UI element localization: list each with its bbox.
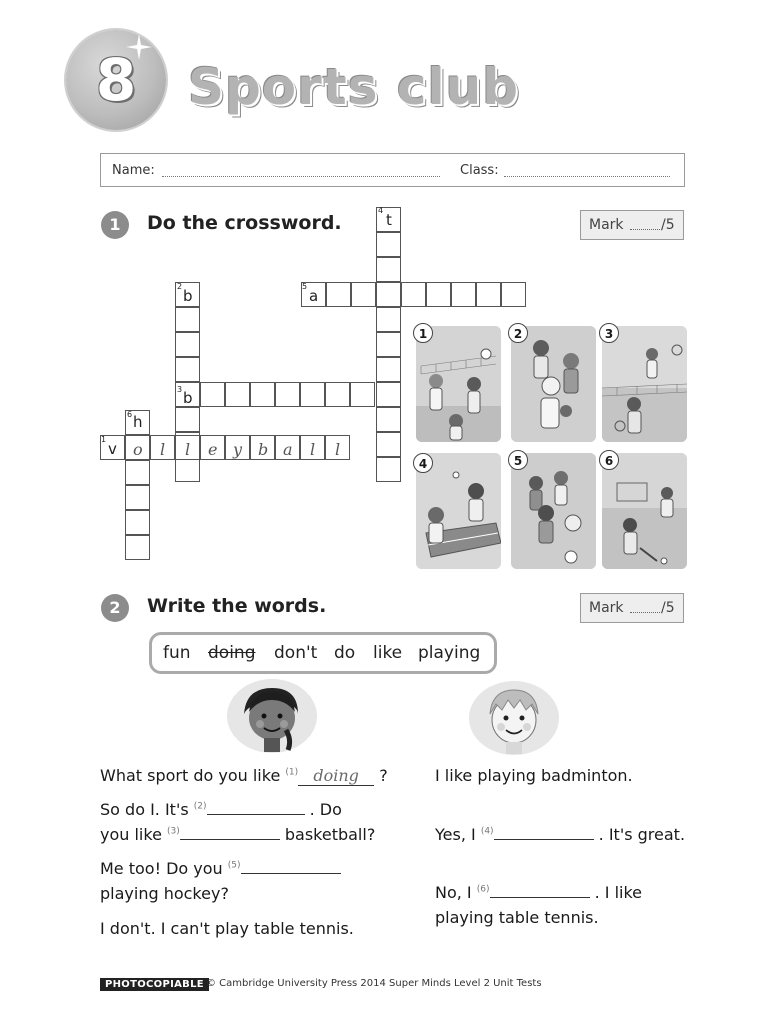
dialogue-line: playing hockey? (100, 884, 229, 903)
crossword-cell[interactable] (200, 382, 225, 407)
crossword-cell[interactable] (350, 382, 375, 407)
picture-number: 2 (508, 323, 528, 343)
crossword-cell[interactable] (300, 382, 325, 407)
q2b-text: you like (100, 825, 162, 844)
photocopiable-badge: PHOTOCOPIABLE (100, 978, 209, 991)
crossword-cell[interactable] (376, 307, 401, 332)
picture-number: 4 (413, 453, 433, 473)
given-letter: h (133, 413, 143, 431)
answer-gap-3[interactable] (180, 827, 280, 840)
example-letter: l (185, 440, 191, 459)
gap-number: (5) (227, 860, 241, 871)
unit-number: 8 (95, 46, 137, 114)
word-bank-item: don't (274, 643, 318, 663)
class-field[interactable] (504, 176, 670, 177)
example-letter: b (258, 440, 269, 459)
dialogue-line (100, 825, 375, 844)
given-letter: b (183, 389, 193, 407)
name-field[interactable] (162, 176, 440, 177)
example-letter: l (335, 440, 341, 459)
girl-avatar (226, 678, 318, 754)
crossword-cell[interactable] (326, 282, 351, 307)
example-letter: y (233, 440, 243, 459)
word-bank-item: playing (418, 643, 481, 663)
crossword-cell[interactable] (175, 332, 200, 357)
word-bank-item: like (373, 643, 403, 663)
dialogue-line (435, 825, 685, 844)
q1-text: What sport do you like (100, 766, 281, 785)
dialogue-line (435, 883, 642, 902)
given-letter: b (183, 287, 193, 305)
sport-picture-volleyball (416, 326, 501, 442)
crossword-cell[interactable] (376, 457, 401, 482)
example-letter: o (133, 440, 143, 459)
dialogue-line (100, 766, 388, 786)
gap-number: (6) (476, 884, 490, 895)
crossword-cell[interactable] (175, 457, 200, 482)
crossword-cell[interactable] (351, 282, 376, 307)
given-letter: t (386, 211, 392, 229)
clue-number-6: 6 (127, 410, 133, 419)
name-label: Name: (112, 163, 155, 178)
football-illustration (511, 453, 596, 569)
clue-number-3: 3 (177, 385, 183, 394)
crossword-cell[interactable] (376, 257, 401, 282)
q2a-end: . Do (309, 800, 342, 819)
hockey-illustration (602, 453, 687, 569)
q3a-text: Me too! Do you (100, 859, 223, 878)
word-bank-item: fun (163, 643, 191, 663)
dialogue-line (100, 859, 341, 878)
q2a-text: So do I. It's (100, 800, 189, 819)
sport-picture-football (511, 453, 596, 569)
crossword-cell[interactable] (476, 282, 501, 307)
gap-number: (4) (480, 826, 494, 837)
basketball-illustration (511, 326, 596, 442)
crossword-cell[interactable] (225, 382, 250, 407)
dialogue-line: playing table tennis. (435, 908, 599, 927)
crossword-cell[interactable] (125, 535, 150, 560)
clue-number-5: 5 (302, 282, 308, 291)
sparkle-icon (126, 34, 152, 60)
crossword-cell[interactable] (376, 232, 401, 257)
answer-gap-6[interactable] (490, 885, 590, 898)
r2-text: Yes, I (435, 825, 476, 844)
crossword-cell[interactable] (501, 282, 526, 307)
exercise-1-title: Do the crossword. (147, 212, 342, 234)
example-letter: l (310, 440, 316, 459)
crossword-cell[interactable] (376, 432, 401, 457)
mark-total: /5 (661, 600, 675, 616)
crossword-cell[interactable] (275, 382, 300, 407)
crossword-cell[interactable] (125, 510, 150, 535)
mark-total: /5 (661, 217, 675, 233)
q1-end: ? (379, 766, 388, 785)
exercise-1-number: 1 (101, 211, 129, 239)
exercise-2-number: 2 (101, 594, 129, 622)
mark-label: Mark (589, 600, 624, 616)
exercise-2-mark-box (580, 593, 684, 623)
exercise-1-mark-box (580, 210, 684, 240)
example-letter: l (160, 440, 166, 459)
dialogue-line: I like playing badminton. (435, 766, 633, 785)
mark-label: Mark (589, 217, 624, 233)
picture-number: 3 (599, 323, 619, 343)
dialogue-line (100, 800, 342, 819)
clue-number-4: 4 (378, 206, 384, 215)
crossword-cell[interactable] (401, 282, 426, 307)
picture-number: 5 (508, 450, 528, 470)
crossword-cell[interactable] (175, 407, 200, 432)
crossword-cell[interactable] (125, 485, 150, 510)
answer-gap-5[interactable] (241, 861, 341, 874)
given-letter: a (309, 287, 319, 305)
crossword-cell[interactable] (451, 282, 476, 307)
crossword-cell[interactable] (175, 307, 200, 332)
crossword-cell[interactable] (426, 282, 451, 307)
word-bank-item-used: doing (208, 643, 256, 663)
example-letter: e (208, 440, 218, 459)
crossword-cell[interactable] (376, 332, 401, 357)
gap-number: (2) (193, 801, 207, 812)
mark-field[interactable] (630, 612, 660, 613)
crossword-cell[interactable] (325, 382, 350, 407)
example-answer: doing (298, 766, 374, 786)
example-letter: a (283, 440, 293, 459)
crossword-cell[interactable] (376, 382, 401, 407)
gap-number: (3) (167, 826, 180, 837)
picture-number: 6 (599, 450, 619, 470)
crossword-cell[interactable] (376, 282, 401, 307)
crossword-cell[interactable] (125, 460, 150, 485)
crossword-cell[interactable] (250, 382, 275, 407)
picture-number: 1 (413, 323, 433, 343)
dialogue-line: I don't. I can't play table tennis. (100, 919, 354, 938)
copyright-text: © Cambridge University Press 2014 Super Minds Level 2 Unit Tests (206, 978, 542, 989)
exercise-2-title: Write the words. (147, 595, 327, 617)
crossword-cell[interactable] (175, 357, 200, 382)
sport-picture-basketball (511, 326, 596, 442)
gap-number: (1) (285, 767, 299, 778)
answer-gap-2[interactable] (207, 802, 305, 815)
q2b-end: basketball? (284, 825, 376, 844)
word-bank-item: do (334, 643, 356, 663)
crossword-cell[interactable] (376, 407, 401, 432)
example-letter: v (108, 440, 117, 458)
unit-title: Sports club (188, 58, 520, 116)
volleyball-illustration (416, 326, 501, 442)
class-label: Class: (460, 163, 499, 178)
mark-field[interactable] (630, 229, 660, 230)
r3-end: . I like (594, 883, 642, 902)
sport-picture-tennis (602, 326, 687, 442)
name-class-box (100, 153, 685, 187)
boy-avatar (468, 680, 560, 756)
crossword-cell[interactable] (376, 357, 401, 382)
r2-end: . It's great. (598, 825, 686, 844)
clue-number-2: 2 (177, 282, 183, 291)
tennis-illustration (602, 326, 687, 442)
answer-gap-4[interactable] (494, 827, 594, 840)
clue-number-1: 1 (101, 435, 107, 444)
sport-picture-hockey (602, 453, 687, 569)
r3-text: No, I (435, 883, 472, 902)
